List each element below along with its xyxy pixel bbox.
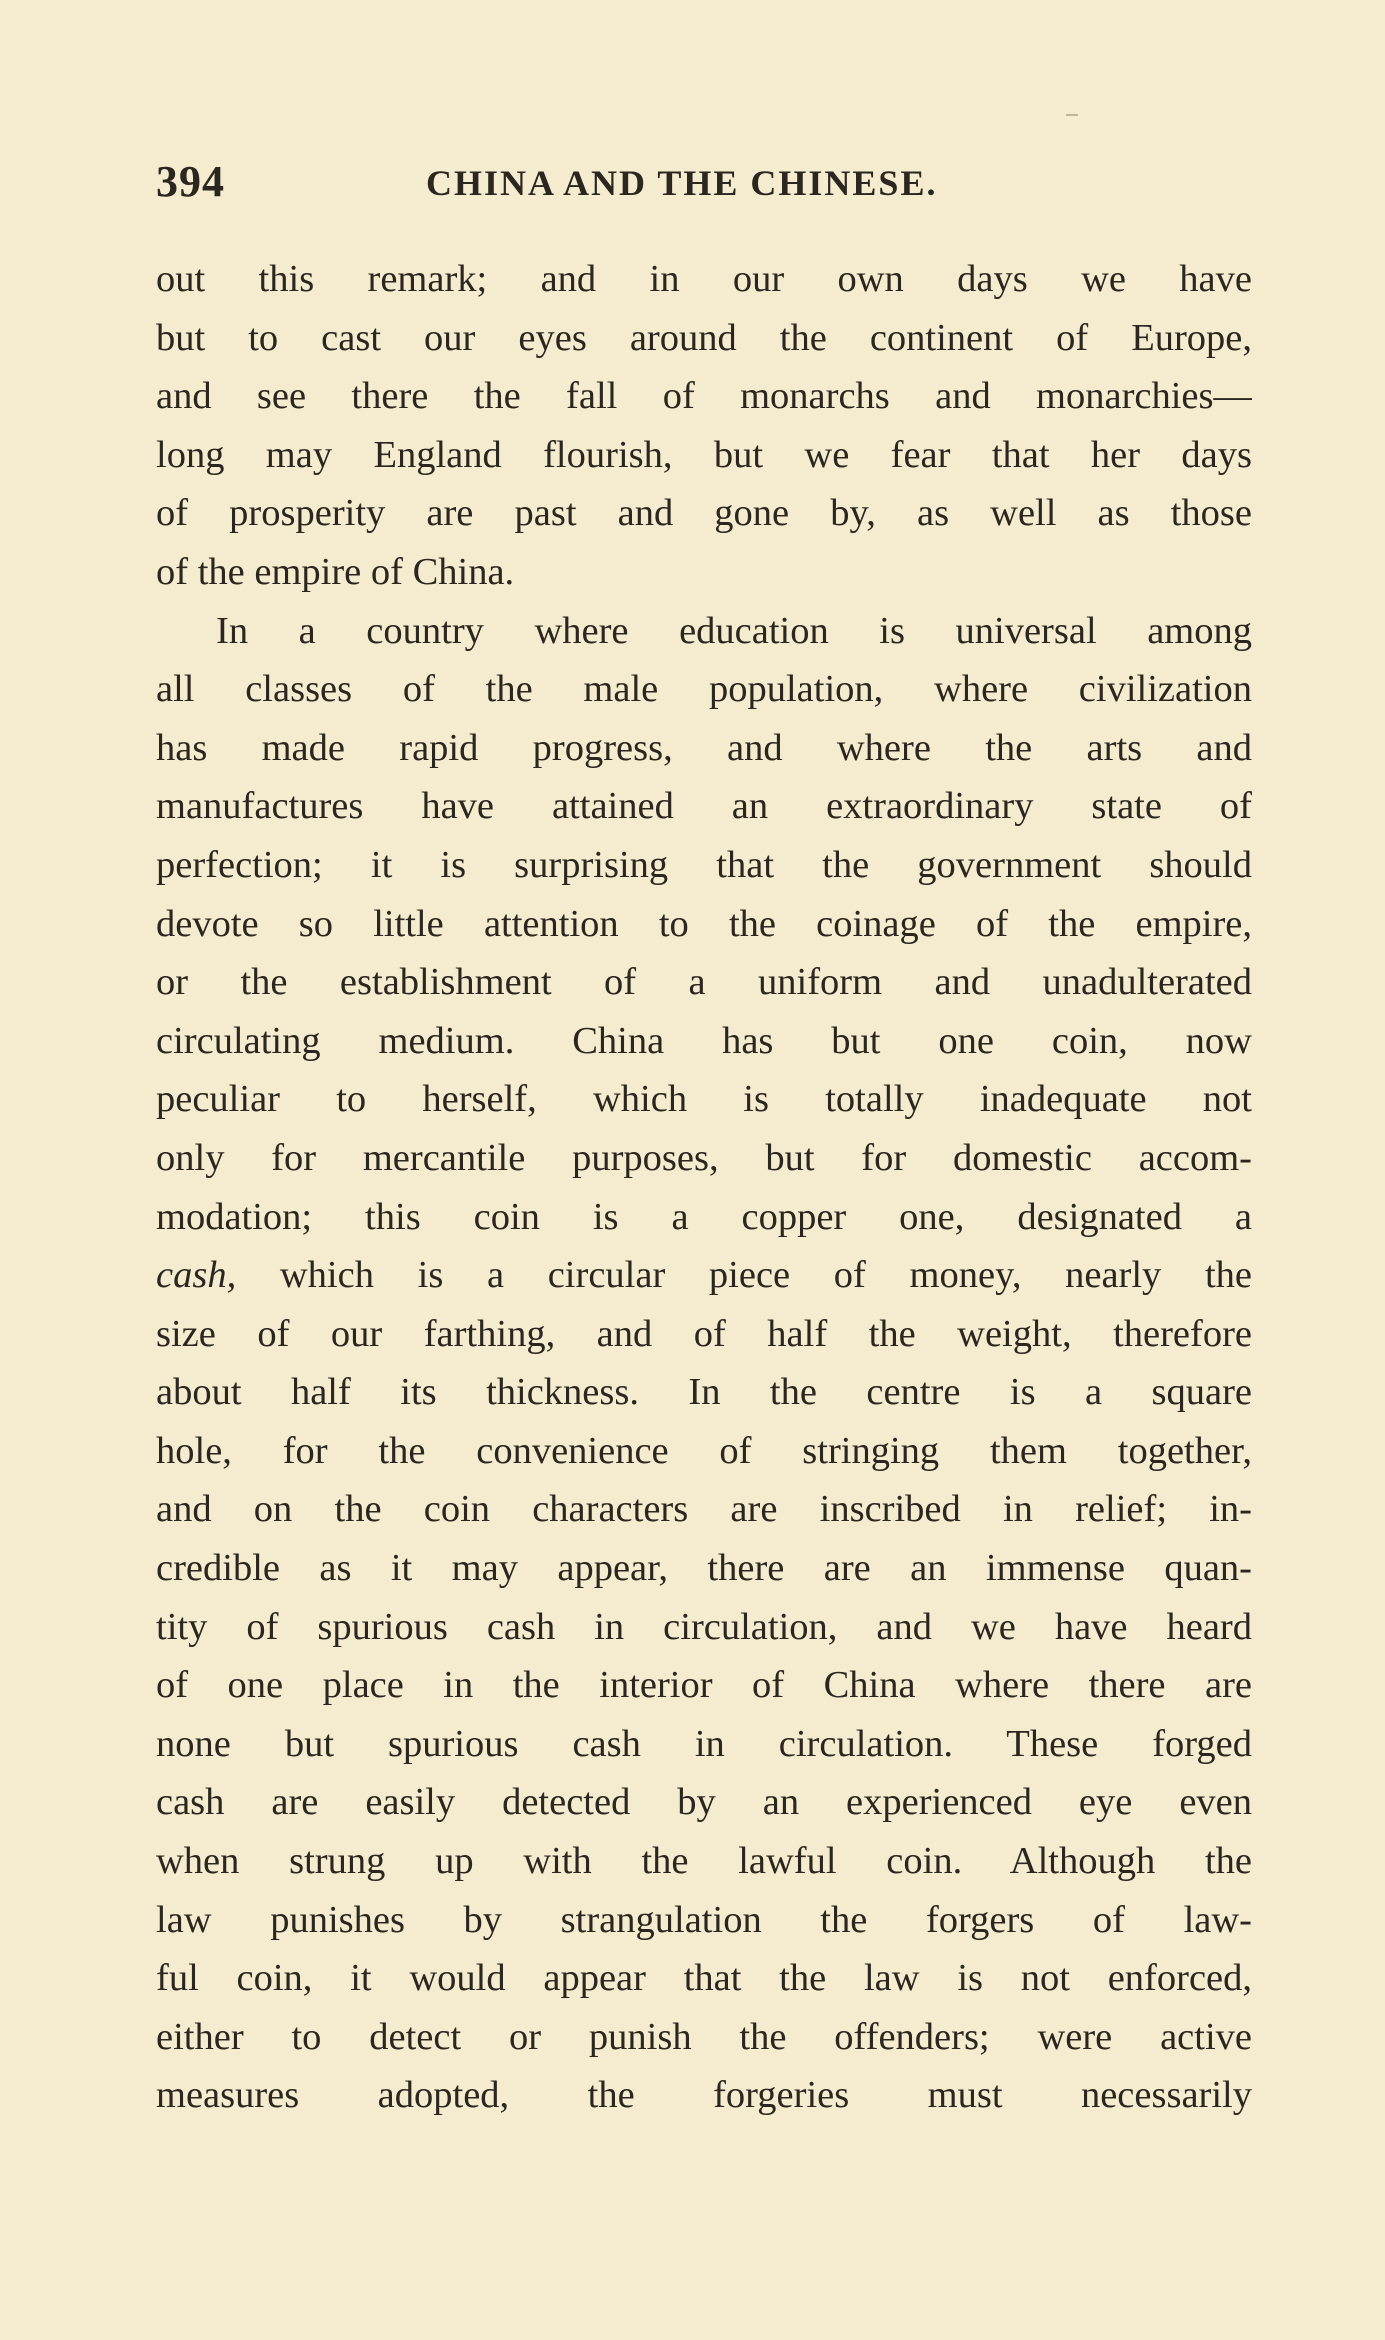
text-line: has made rapid progress, and where the arts and (156, 726, 1252, 769)
text-line: but to cast our eyes around the continent of Europe, (156, 316, 1252, 359)
text-line: and on the coin characters are inscribed in relief; in- (156, 1488, 1252, 1531)
text-line: perfection; it is surprising that the government should (156, 843, 1252, 886)
text-line: hole, for the convenience of stringing them together, (156, 1429, 1252, 1472)
text-line: law punishes by strangulation the forgers of law- (156, 1898, 1252, 1941)
text-line: either to detect or punish the offenders; were active (156, 2015, 1252, 2058)
page-header (156, 156, 1256, 216)
paragraph-start-line: In a country where education is universal among (216, 609, 1252, 652)
text-line: devote so little attention to the coinage of the empire, (156, 902, 1252, 945)
text-line: circulating medium. China has but one coin, now (156, 1019, 1252, 1062)
text-line: long may England flourish, but we fear that her days (156, 433, 1252, 476)
body-text (156, 250, 1252, 2125)
running-title: CHINA AND THE CHINESE. (426, 163, 938, 203)
text-line: about half its thickness. In the centre is a square (156, 1371, 1252, 1414)
text-line: measures adopted, the forgeries must necessarily (156, 2074, 1252, 2117)
text-line: size of our farthing, and of half the weight, therefore (156, 1312, 1252, 1355)
text-line: peculiar to herself, which is totally inadequate not (156, 1078, 1252, 1121)
page-edge-mark (1066, 114, 1078, 116)
text-line: all classes of the male population, where civilization (156, 668, 1252, 711)
text-line: none but spurious cash in circulation. These forged (156, 1722, 1252, 1765)
text-line: of prosperity are past and gone by, as well as those (156, 492, 1252, 535)
text-line: of one place in the interior of China where there are (156, 1664, 1252, 1707)
text-line-rest: which is a circular piece of money, nearly the (279, 1254, 1252, 1297)
text-line: credible as it may appear, there are an immense quan- (156, 1547, 1252, 1590)
text-line-with-italic (156, 1246, 1252, 1305)
text-line: manufactures have attained an extraordinary state of (156, 785, 1252, 828)
text-line: and see there the fall of monarchs and monarchies— (156, 375, 1252, 418)
text-line: tity of spurious cash in circulation, and we have heard (156, 1605, 1252, 1648)
text-line: modation; this coin is a copper one, designated a (156, 1195, 1252, 1238)
text-line: or the establishment of a uniform and unadulterated (156, 961, 1252, 1004)
text-line: of the empire of China. (156, 550, 515, 593)
text-line: ful coin, it would appear that the law is not enforced, (156, 1957, 1252, 2000)
text-line: cash are easily detected by an experienced eye even (156, 1781, 1252, 1824)
page-number: 394 (156, 157, 225, 206)
text-line: when strung up with the lawful coin. Although the (156, 1840, 1252, 1883)
text-line: out this remark; and in our own days we have (156, 258, 1252, 300)
text-line: only for mercantile purposes, but for domestic accom- (156, 1136, 1252, 1179)
italic-term-cash: cash, (156, 1254, 237, 1297)
